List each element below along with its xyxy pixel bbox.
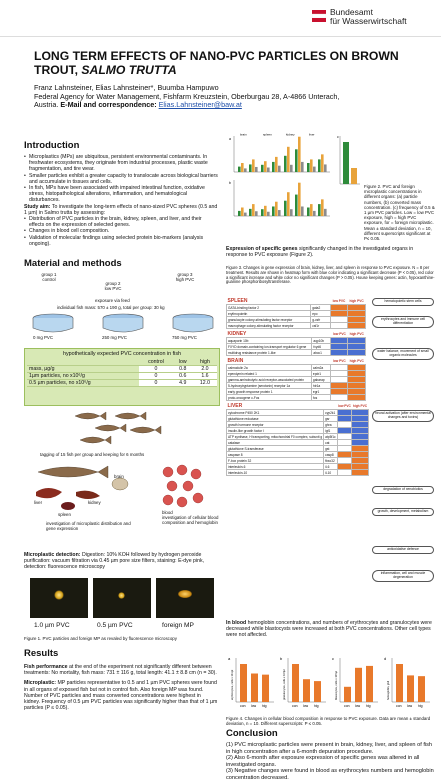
bar — [366, 666, 373, 702]
section-name: BRAIN — [227, 358, 244, 364]
bar — [267, 212, 270, 216]
figure4-chart — [226, 654, 436, 714]
micro-image-foreign — [156, 578, 214, 618]
bar — [295, 195, 298, 216]
blood-cell-icon — [167, 481, 177, 491]
gene-symbol: epdr1 — [311, 371, 330, 377]
gene-symbol: egr1 — [311, 389, 330, 395]
gene-name: ATP synthase, H transporting, mitochondrial F0 complex, subunit g — [228, 434, 323, 439]
tank-icon — [103, 314, 143, 332]
bar — [313, 211, 316, 216]
bar — [318, 204, 321, 216]
micro-label-05um: 0.5 µm PVC — [97, 622, 133, 629]
bar — [314, 681, 321, 702]
bar — [264, 161, 267, 172]
bar — [262, 675, 269, 702]
org-name-line1: Bundesamt — [330, 7, 373, 17]
col-header: high PVC — [349, 299, 364, 303]
annotation-bubble: water balance, movement of small organic molecules — [372, 348, 434, 360]
bar — [295, 149, 298, 172]
panel-label: d — [384, 656, 387, 661]
gene-symbol: il-6 — [324, 464, 337, 470]
bar — [278, 166, 281, 172]
bar — [310, 159, 313, 172]
conclusion-body: (1) PVC microplastic particles were present in brain, kidney, liver, and spleen of fish in high concentration after a 6-month depuration procedure. (2) Also 6-month after exposure expression of specific genes was altered in all investigated organs. (3) Negative changes were found in blood as erythrocytes numbers and hemoglobin concentration decreased. — [226, 742, 434, 781]
col-header: low PVC — [332, 299, 346, 303]
figure2-chart — [226, 132, 334, 222]
annotation-bubble: hematopoietic stem cells — [372, 298, 434, 306]
fish-icon — [80, 436, 111, 444]
blood-cell-icon — [163, 495, 173, 505]
bar — [238, 211, 241, 216]
panel-label: c — [332, 656, 334, 661]
x-tick-label: con — [240, 704, 246, 708]
bar — [290, 209, 293, 216]
x-tick-label: hig — [314, 704, 319, 708]
header-divider — [0, 36, 441, 37]
gene-name: macrophage colony-stimulating factor receptor — [227, 323, 311, 329]
concentration-table-box — [24, 348, 220, 406]
heatmap-section — [226, 298, 366, 329]
organ-label-spleen: spleen — [58, 512, 71, 517]
fish-icon — [95, 424, 126, 432]
gene-name: insulin-like growth factor I — [227, 428, 324, 434]
gene-name: proto-oncogene c-Fos — [227, 395, 312, 401]
gene-name: erythropoietin — [227, 311, 311, 317]
heatmap-section — [226, 403, 369, 476]
table-row — [227, 395, 366, 401]
col-header: high PVC — [349, 359, 364, 363]
group-2-label: group 2 low PVC — [104, 281, 122, 292]
bar — [301, 206, 304, 216]
affiliation: Federal Agency for Water Management, Fishfarm Kreuzstein, Oberburgau 28, A-4866 Unterach, — [34, 91, 340, 101]
heat-cell — [348, 323, 366, 329]
gene-name: 5-hydroxytryptamine (serotonin) receptor 1a — [227, 383, 312, 389]
annotation-bubble: erythrocytes and immune cell differentiation — [372, 316, 434, 328]
table-row — [227, 470, 369, 476]
section-name: KIDNEY — [227, 331, 247, 337]
panel-label-b: b — [229, 181, 231, 185]
gene-symbol: calm2a — [311, 365, 330, 371]
dose-group-1: 0 mg PVC — [33, 335, 54, 340]
y-axis-label: granulocytes, cells x 10³/µl — [283, 669, 286, 700]
group-1-label: group 1 control — [41, 272, 57, 283]
logo — [312, 8, 437, 34]
gene-symbol: aqp10b — [312, 338, 331, 344]
blood-cell-icon — [183, 481, 193, 491]
blood-cells-illustration — [160, 464, 205, 509]
austrian-eagle-flag-icon — [312, 10, 326, 22]
table-row: mass, µg/g 0 0.8 2.0 — [27, 366, 217, 373]
bar — [324, 164, 327, 172]
group-3-label: group 3 high PVC — [175, 272, 195, 283]
bar — [310, 204, 313, 216]
heatmap-notes — [368, 298, 434, 618]
annotation-bubble: inflammation, cell and muscle degeneration — [372, 570, 434, 582]
annotation-bubble: neural activation (after environmental changes and toxins) — [372, 410, 434, 422]
bar — [321, 199, 324, 216]
gene-heatmap — [226, 298, 366, 478]
organ-tick-label: spleen — [263, 132, 272, 137]
gene-symbol: gst — [324, 446, 337, 452]
gene-symbol: cat — [324, 440, 337, 446]
spleen-icon — [61, 502, 75, 510]
gene-name: gamma-aminobutyric acid receptor-associated protein — [227, 377, 312, 383]
gene-name: caspase 8 — [227, 452, 324, 458]
x-tick-label: con — [396, 704, 402, 708]
gene-name: GATA-binding factor 2 — [227, 305, 311, 311]
title-line2: TROUT, SALMO TRUTTA — [34, 62, 177, 77]
heatmap-section — [226, 331, 366, 356]
gene-name: early growth response protein 1 — [227, 389, 312, 395]
organ-tick-label: brain — [240, 132, 247, 137]
bar — [264, 206, 267, 216]
bar — [251, 674, 258, 703]
bar — [287, 192, 290, 216]
gene-name: glutathione reductase — [227, 416, 324, 422]
bar — [240, 664, 247, 702]
concentration-table — [27, 359, 217, 387]
annotation-bubble: growth, development, metabolism — [372, 508, 434, 516]
bar — [321, 154, 324, 172]
bar — [290, 165, 293, 172]
bar — [275, 202, 278, 216]
exposure-label: exposure via feed — [95, 298, 130, 303]
concentration-table-title: hypothetically expected PVC concentration in fish — [62, 351, 182, 357]
bar — [307, 163, 310, 172]
figure3-caption: Figure 3. Changes in gene expression of brain, kidney, liver, and spleen in response to PVC exposure. N = 8 per treatment. Results are shown in heatmap form with blue color indicating a significant decrease (P < 0.05), red color a significant increase and white color no significant changes (P > 0.05). House keeping genes: actin, hypoxanthine-guanine phosphoribosyltransferase. — [226, 265, 435, 285]
gene-symbol: gsr — [324, 416, 337, 422]
affiliation-contact: Austria. E-Mail and correspondence: Elias.Lahnsteiner@baw.at — [34, 100, 242, 110]
gene-symbol: csf1r — [311, 323, 331, 329]
bar — [303, 679, 310, 702]
gene-symbol: fxyd6 — [312, 344, 331, 350]
bar — [244, 213, 247, 216]
tank-icon — [173, 314, 213, 332]
gene-symbol: htr1a — [311, 383, 330, 389]
bar — [284, 156, 287, 172]
col-header: low PVC — [333, 332, 346, 336]
methods-heading: Material and methods — [24, 258, 122, 269]
col-header: low PVC — [338, 404, 351, 408]
col-header: low PVC — [332, 359, 346, 363]
x-tick-label: low — [303, 704, 309, 708]
y-axis-label: hemoglobin, g/dl — [387, 680, 390, 700]
title-line1: LONG TERM EFFECTS OF NANO-PVC PARTICLES ON BROWN — [34, 49, 399, 63]
dose-group-3: 750 mg PVC — [172, 335, 197, 340]
heat-cell — [331, 350, 348, 356]
gene-name: catalase — [227, 440, 324, 446]
bar — [396, 664, 403, 702]
table-row — [227, 323, 366, 329]
y-axis-label: erythrocytes, cells x 10⁶/µl — [231, 669, 234, 700]
blood-results-text: In blood hemoglobin concentrations, and numbers of erythrocytes and granulocytes were decreased while blastocysts were increased at both PVC concentrations. Other cell types were not affected. — [226, 620, 432, 639]
bar — [252, 159, 255, 172]
figure1-caption: Figure 1. PVC particles and foreign MP as revaled by fluorescence microscopy — [24, 636, 177, 641]
tagging-label: tagging of 15 fish per group and keeping for 6 months — [40, 452, 145, 457]
detection-text: Microplastic detection: Digestion: 10% KOH followed by hydrogen peroxide purification: vacuum filtration via 0.45 µm pore size filters, staining: E-dye pink, detection: fluorescence microscopy — [24, 552, 205, 571]
bar — [261, 165, 264, 172]
bar — [255, 211, 258, 216]
panel-label: b — [280, 656, 283, 661]
panel-label-a: a — [229, 137, 231, 141]
bar — [261, 209, 264, 216]
gene-symbol: igf1 — [324, 428, 337, 434]
fish-icon — [38, 466, 108, 478]
author-names: Franz Lahnsteiner, Elias Lahnsteiner*, Buumba Hampuwo — [34, 83, 219, 92]
bar — [313, 167, 316, 172]
gene-name: growth hormone receptor — [227, 422, 324, 428]
gene-symbol: cyp2k1 — [325, 410, 336, 415]
section-name: SPLEEN — [227, 298, 248, 304]
intro-body: • Microplastics (MPs) are ubiquitous, persistent environmental contaminants. In freshwater ecosystems, they originate from industrial processes, plastic waste fragmentation, and tire wear. • Smaller particles exhibit a greater capacity to translocate across biological barriers and accumulate in tissues and cells. • In fish, MPs have been associated with impaired intestinal function, oxidative stress, histopathological alterations, inflammation, and hematological disturbances. Study aim: To investigate the long-term effects of nano-sized PVC spheres (0.5 and 1 µm) in Salmo trutta by assessing: • Distribution of PVC particles in the brain, kidney, spleen, and liver, and their effects on the expression of selected genes. • Changes in blood cell composition. • Validation of molecular findings using selected protein bio-markers (analysis ongoing). — [24, 154, 218, 247]
panel-label: a — [228, 656, 231, 661]
y-axis-label: blastocytes, cells x 10³/µl — [335, 671, 338, 700]
gene-name: aquaporin 10b — [227, 338, 312, 344]
fish-icon — [75, 412, 106, 420]
bar — [241, 208, 244, 217]
bar — [255, 167, 258, 172]
bar — [275, 157, 278, 172]
gene-symbol: fbxo32 — [324, 458, 337, 464]
organ-caption: investigation of microplastic distribution and gene expression — [46, 521, 131, 532]
blood-cell-icon — [163, 467, 173, 477]
gene-symbol: gabarap — [311, 377, 330, 383]
gene-symbol: fos — [311, 395, 330, 401]
fish-group-illustration — [70, 408, 170, 448]
heat-cell — [330, 323, 348, 329]
gene-symbol: casp8 — [324, 452, 337, 458]
section-name: LIVER — [227, 403, 243, 409]
x-tick-label: con — [292, 704, 298, 708]
gene-name: interleukin-10 — [227, 470, 324, 476]
liver-icon — [36, 488, 62, 498]
x-tick-label: hig — [262, 704, 267, 708]
gene-name: cytochrome P450 2K1 — [227, 410, 324, 416]
x-tick-label: low — [355, 704, 361, 708]
gene-name: F-box protein 32 — [227, 458, 324, 464]
bar — [244, 168, 247, 172]
gene-symbol: il-10 — [324, 470, 337, 476]
col-header: high PVC — [352, 404, 368, 408]
authors-block — [34, 84, 414, 110]
annotation-bubble: degradation of xenobiotics — [372, 486, 434, 494]
organ-tick-label: kidney — [286, 132, 295, 137]
heat-cell — [331, 395, 348, 401]
micro-label-foreign: foreign MP — [162, 622, 194, 629]
brain-icon — [112, 478, 128, 490]
blood-cell-icon — [191, 469, 201, 479]
bar — [272, 162, 275, 172]
x-tick-label: hig — [418, 704, 423, 708]
organs-illustration — [28, 462, 138, 517]
conclusion-heading: Conclusion — [226, 728, 278, 739]
gene-name: calmodulin 2a — [227, 365, 312, 371]
tank-icon — [33, 314, 73, 332]
bar — [418, 676, 425, 702]
annotation-bubble: antioxidative defence — [372, 546, 434, 554]
blood-block: blood investigation of cellular blood composition and hemoglobin — [162, 510, 219, 526]
bar — [355, 668, 362, 702]
bar — [272, 206, 275, 216]
kidney-icon — [76, 491, 100, 499]
bar — [241, 163, 244, 172]
table-row — [227, 350, 366, 356]
gene-name: ependymin related 1 — [227, 371, 312, 377]
organ-label-liver: liver — [34, 500, 43, 505]
table-row: 1µm particles, no x10⁶/g 0 0.6 1.6 — [27, 373, 217, 380]
bar — [324, 209, 327, 216]
blood-cell-icon — [193, 493, 203, 503]
fluorescence-images — [30, 578, 215, 632]
bar — [238, 167, 241, 172]
results-left-text: Fish performance at the end of the experiment not significantly different between treatments: No mortality, fish mass: 731 ± 116 g, total length: 41.1 ± 8.8 cm (n = 30). Microplastic: MP particles representative to 0.5 and 1 µm PVC spheres were found in all organs of exposed fish but not in control fish. Also foreign MP was found. Number of PVC particles and mass converted concentrations were highest in kidney. Frequency of 0.5 µm PVC particles was significantly higher than that of 1 µm particles (P ≤ 0.05). — [24, 664, 218, 712]
figure4-caption: Figure 4. Changes in cellular blood composition in response to PVC exposure. Data are mean ± standard deviation, n = 10. Different superscripts: P ≤ 0.05. — [226, 716, 431, 727]
figure2-caption: Figure 2. PVC and foreign microplastic concentrations in different organs: (a) particle numbers, (b) converted mass concentration. (c) frequency of 0.5 & 1 µm PVC particles. Low = low PVC exposure, high = high PVC exposure, for = foreign microplastic. Mean ± standard deviation, n = 10, different superscripts significant at P≤ 0.05. — [364, 184, 435, 242]
heat-cell — [337, 470, 352, 476]
bar — [298, 137, 301, 172]
fish-icon — [115, 412, 146, 420]
bar — [278, 210, 281, 216]
blood-cell-icon — [177, 465, 187, 475]
gene-name: multidrug resistance protein 1-like — [227, 350, 312, 356]
x-tick-label: con — [344, 704, 350, 708]
organ-tick-label: liver — [309, 132, 315, 137]
results-heading: Results — [24, 648, 59, 659]
bar — [344, 687, 351, 702]
blood-cell-icon — [177, 497, 187, 507]
intro-heading: Introduction — [24, 140, 80, 151]
heat-cell — [352, 470, 368, 476]
bar — [287, 147, 290, 172]
dose-group-2: 250 mg PVC — [102, 335, 127, 340]
bar — [301, 162, 304, 172]
gene-symbol: gata2 — [311, 305, 331, 311]
bar — [267, 168, 270, 173]
bar — [318, 159, 321, 172]
bar — [292, 664, 299, 702]
bar — [249, 209, 252, 216]
bar — [284, 201, 287, 216]
bar — [407, 675, 414, 702]
poster-title — [34, 50, 414, 77]
gene-symbol: ghra — [324, 422, 337, 428]
x-tick-label: low — [251, 704, 257, 708]
micro-image-1um — [30, 578, 88, 618]
organ-label-brain: brain — [114, 474, 124, 479]
gene-name: granulocyte colony-stimulating factor receptor — [227, 317, 311, 323]
email-link[interactable]: Elias.Lahnsteiner@baw.at — [158, 100, 242, 110]
gene-symbol: epo — [311, 311, 331, 317]
gene-symbol: abcc1 — [312, 350, 331, 356]
organ-label-kidney: kidney — [88, 500, 101, 505]
heat-cell — [348, 395, 366, 401]
fish-icon — [130, 426, 161, 434]
bar — [298, 183, 301, 216]
org-name-line2: für Wasserwirtschaft — [330, 16, 407, 26]
figure2-panel-c — [336, 132, 362, 192]
table-row: 0.5 µm particles, no x10⁶/g 0 4.9 12.0 — [27, 380, 217, 387]
bar — [307, 208, 310, 217]
x-tick-label: low — [407, 704, 413, 708]
heat-cell — [348, 350, 366, 356]
micro-image-05um — [93, 578, 151, 618]
fish-info: individual fish mass: 570 ± 190 g, total per group: 30 kg — [57, 305, 165, 310]
gene-symbol: g-csfr — [311, 317, 331, 323]
bar — [249, 164, 252, 172]
col-header: high PVC — [349, 332, 364, 336]
heatmap-section — [226, 358, 366, 401]
gene-symbol: atp5f1c — [325, 434, 336, 439]
x-tick-label: hig — [366, 704, 371, 708]
table-header-row: control low high — [27, 359, 217, 366]
panel-label-c: c — [337, 135, 339, 139]
micro-label-1um: 1.0 µm PVC — [34, 622, 70, 629]
gene-name: interleukin-6 — [227, 464, 324, 470]
gene-name: glutathione S-transferase — [227, 446, 324, 452]
gene-name: FXYD domain-containing ion-transport regulator 6 gene — [227, 344, 312, 350]
bar — [252, 204, 255, 216]
expression-text: Expression of specific genes significantly changed in the investigated organs in response to PVC exposure (Figure 2). — [226, 246, 414, 259]
